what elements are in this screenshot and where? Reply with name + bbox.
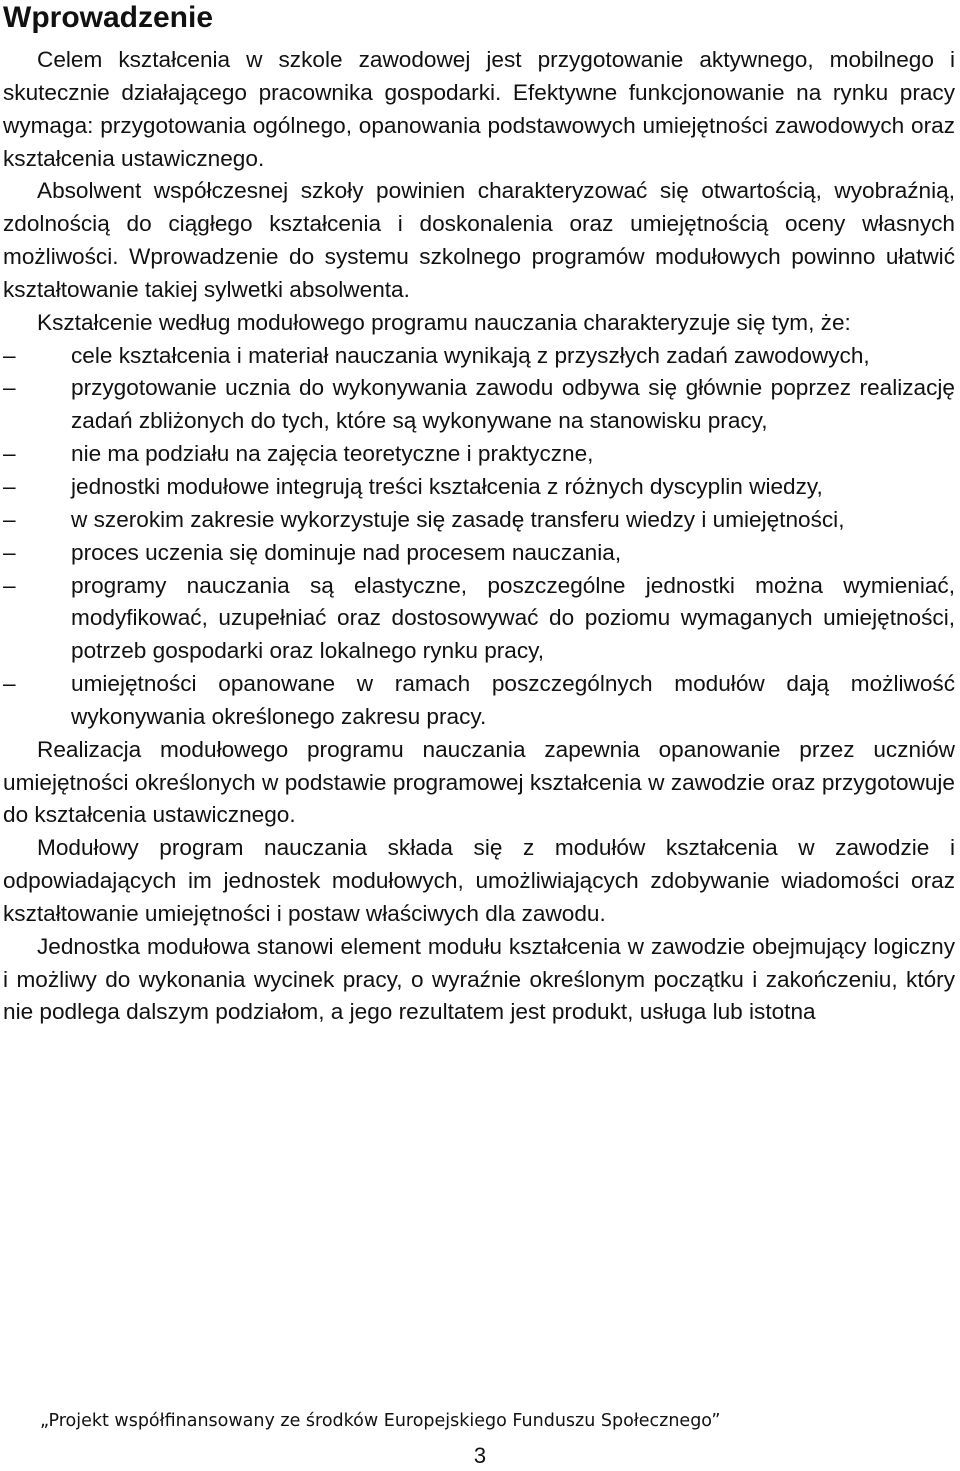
list-item: – nie ma podziału na zajęcia teoretyczne i praktyczne, [3, 438, 955, 471]
list-item: – programy nauczania są elastyczne, poszczególne jednostki można wymieniać, modyfikować, uzupełniać oraz dostosowywać do poziomu wymaganych umiejętności, potrzeb gospodarki oraz lokalnego rynku pracy, [3, 570, 955, 669]
list-item: – proces uczenia się dominuje nad procesem nauczania, [3, 537, 955, 570]
paragraph-realization: Realizacja modułowego programu nauczania zapewnia opanowanie przez uczniów umiejętności określonych w podstawie programowej kształcenia w zawodzie oraz przygotowuje do kształcenia ustawicznego. [3, 736, 955, 828]
page-title: Wprowadzenie [3, 1, 214, 34]
paragraph-list-intro: Kształcenie według modułowego programu nauczania charakteryzuje się tym, że: [37, 309, 851, 335]
paragraph-program: Modułowy program nauczania składa się z modułów kształcenia w zawodzie i odpowiadających im jednostek modułowych, umożliwiających zdobywanie wiadomości oraz kształtowanie umiejętności i postaw właściwych dla zawodu. [3, 835, 955, 926]
list-item: – jednostki modułowe integrują treści kształcenia z różnych dyscyplin wiedzy, [3, 471, 955, 504]
list-item: – przygotowanie ucznia do wykonywania zawodu odbywa się głównie poprzez realizację zadań zbliżonych do tych, które są wykonywane na stanowisku pracy, [3, 372, 955, 438]
list-marker: – [3, 572, 16, 598]
list-item: – umiejętności opanowane w ramach poszczególnych modułów dają możliwość wykonywania określonego zakresu pracy. [3, 668, 955, 734]
features-list [3, 340, 955, 734]
body-text [3, 44, 955, 1029]
list-marker: – [3, 506, 16, 532]
list-item: – w szerokim zakresie wykorzystuje się zasadę transferu wiedzy i umiejętności, [3, 504, 955, 537]
list-marker: – [3, 671, 16, 697]
list-marker: – [3, 342, 16, 368]
paragraph-unit: Jednostka modułowa stanowi element modułu kształcenia w zawodzie obejmujący logiczny i możliwy do wykonania wycinek pracy, o wyraźnie określonym początku i zakończeniu, który nie podlega dalszym podziałom, a jego rezultatem jest produkt, usługa lub istotna [3, 933, 955, 1025]
paragraph-intro: Celem kształcenia w szkole zawodowej jest przygotowanie aktywnego, mobilnego i skutecznie działającego pracownika gospodarki. Efektywne funkcjonowanie na rynku pracy wymaga: przygotowania ogólnego, opanowania podstawowych umiejętności zawodowych oraz kształcenia ustawicznego. [3, 47, 955, 171]
list-marker: – [3, 539, 16, 565]
page-number: 3 [473, 1443, 487, 1468]
list-marker: – [3, 375, 16, 401]
paragraph-graduate: Absolwent współczesnej szkoły powinien charakteryzować się otwartością, wyobraźnią, zdolnością do ciągłego kształcenia i doskonalenia oraz umiejętnością oceny własnych możliwości. Wprowadzenie do systemu szkolnego programów modułowych powinno ułatwić kształtowanie takiej sylwetki absolwenta. [3, 178, 955, 302]
footer-note: „Projekt współfinansowany ze środków Europejskiego Funduszu Społecznego” [40, 1411, 721, 1431]
list-marker: – [3, 441, 16, 467]
list-item: – cele kształcenia i materiał nauczania wynikają z przyszłych zadań zawodowych, [3, 340, 955, 373]
list-marker: – [3, 473, 16, 499]
